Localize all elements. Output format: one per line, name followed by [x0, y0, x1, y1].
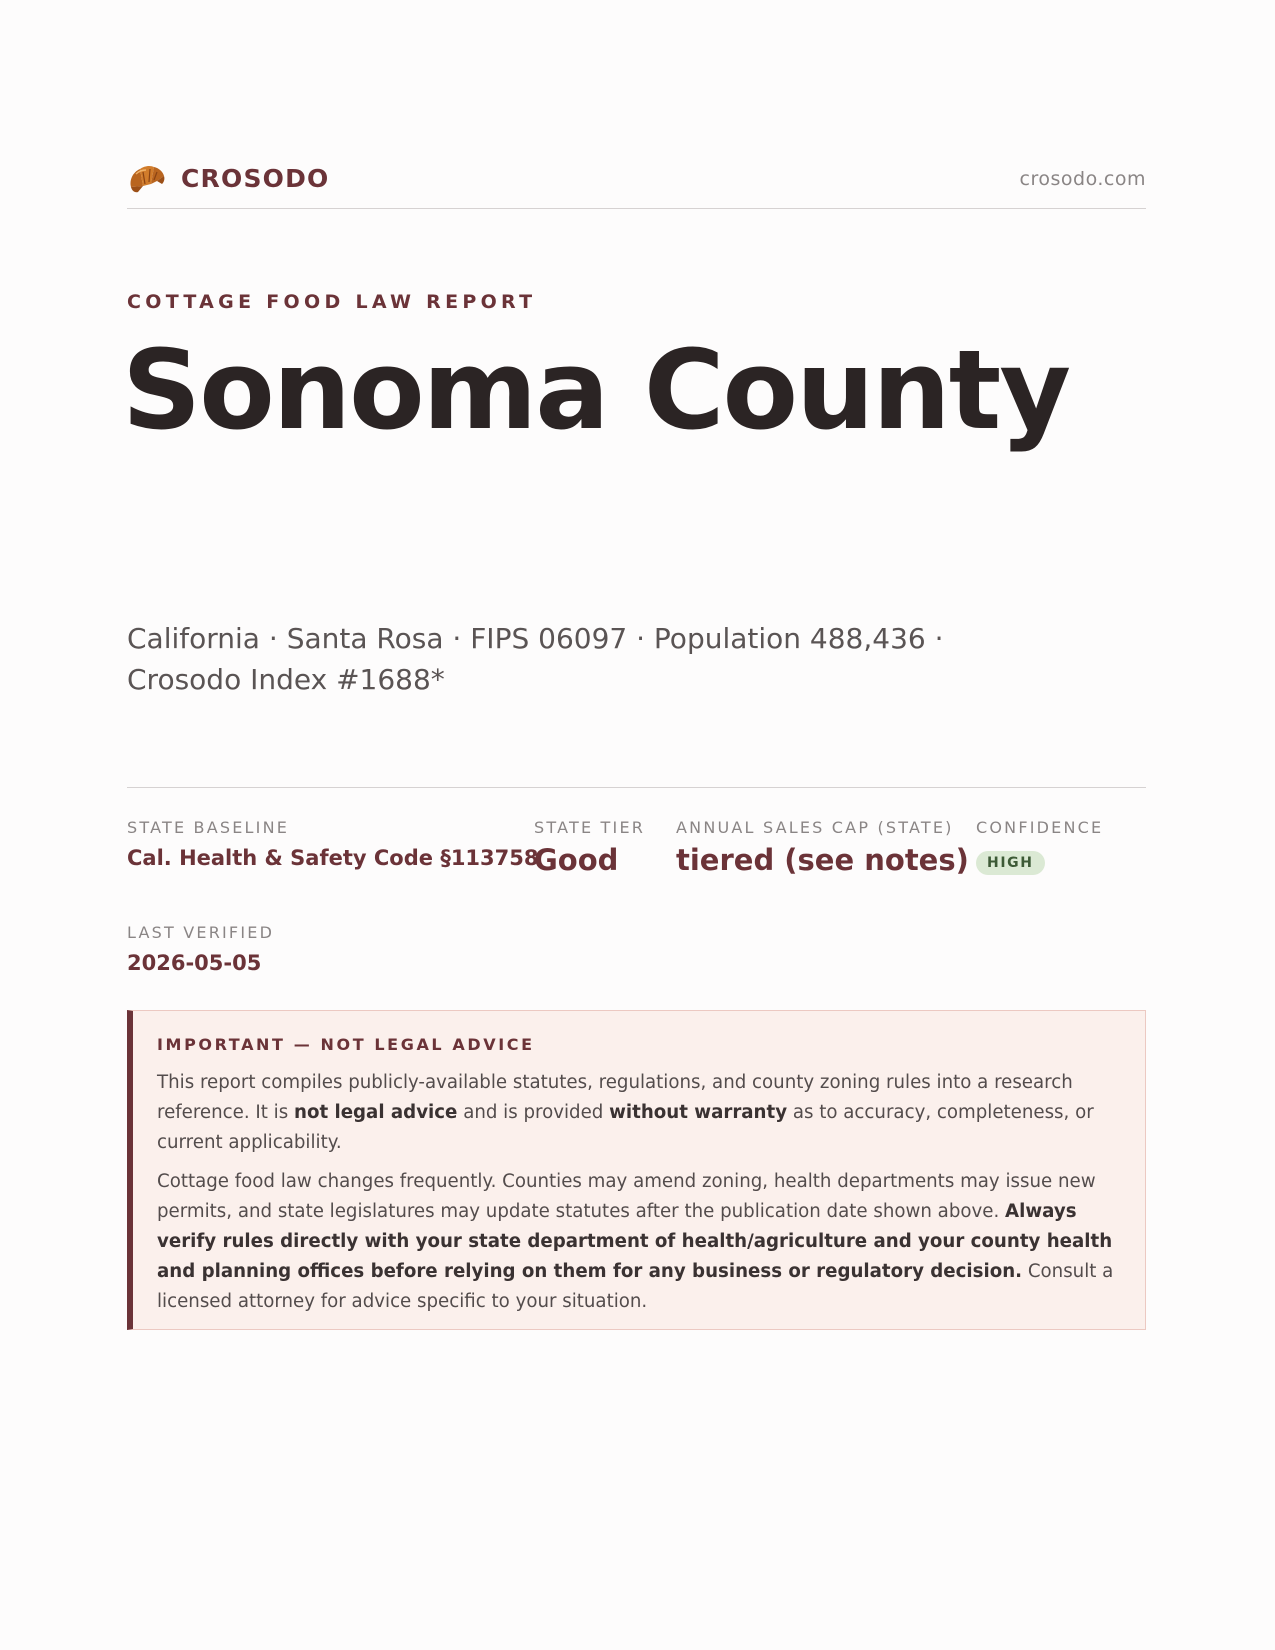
- stat-state-tier: [534, 818, 645, 877]
- notice-text: as to accuracy, completeness, or current applicability.: [157, 1101, 1094, 1153]
- meta-state: California: [127, 622, 260, 655]
- stat-label: CONFIDENCE: [976, 818, 1104, 837]
- county-meta: [127, 618, 1027, 700]
- stat-annual-sales-cap: [676, 818, 969, 877]
- stat-confidence: [976, 818, 1103, 875]
- meta-separator: ·: [452, 622, 462, 655]
- meta-separator: ·: [934, 622, 944, 655]
- site-url-link[interactable]: crosodo.com: [1019, 168, 1146, 190]
- stat-label: ANNUAL SALES CAP (STATE): [676, 818, 954, 837]
- report-eyebrow: COTTAGE FOOD LAW REPORT: [127, 291, 537, 313]
- brand[interactable]: [127, 160, 330, 196]
- divider: [127, 787, 1146, 788]
- notice-emphasis: without warranty: [609, 1101, 788, 1123]
- meta-index: Crosodo Index #1688*: [127, 663, 445, 696]
- stat-value: Good: [534, 843, 619, 877]
- notice-paragraph: [157, 1068, 1119, 1157]
- notice-text: Consult a licensed attorney for advice specific to your situation.: [157, 1260, 1114, 1312]
- stat-value: tiered (see notes): [676, 843, 969, 877]
- legal-notice: [127, 1010, 1146, 1330]
- notice-text: Cottage food law changes frequently. Counties may amend zoning, health departments may issue new permits, and state legislatures may update statutes after the publication date shown above.: [157, 1171, 1096, 1223]
- stat-label: STATE TIER: [534, 818, 646, 837]
- notice-emphasis: Always verify rules directly with your state department of health/agriculture and your county health and planning offices before relying on them for any business or regulatory decision.: [157, 1201, 1113, 1282]
- notice-paragraph: [157, 1167, 1119, 1316]
- header-bar: [127, 158, 1146, 209]
- meta-fips: FIPS 06097: [470, 622, 628, 655]
- page-title: Sonoma County: [122, 326, 1070, 454]
- stat-value: Cal. Health & Safety Code §113758: [127, 846, 539, 870]
- croissant-icon: [127, 160, 167, 196]
- stat-last-verified: [127, 923, 274, 975]
- notice-text: This report compiles publicly-available statutes, regulations, and county zoning rules into a research reference. It is: [157, 1072, 1073, 1123]
- confidence-badge: HIGH: [976, 851, 1045, 875]
- stat-value: 2026-05-05: [127, 951, 262, 975]
- stat-label: LAST VERIFIED: [127, 923, 275, 942]
- meta-seat: Santa Rosa: [286, 622, 444, 655]
- meta-population: Population 488,436: [653, 622, 926, 655]
- meta-separator: ·: [268, 622, 278, 655]
- meta-separator: ·: [636, 622, 646, 655]
- notice-title: IMPORTANT — NOT LEGAL ADVICE: [157, 1035, 535, 1054]
- stat-state-baseline: [127, 818, 539, 870]
- notice-emphasis: not legal advice: [294, 1101, 458, 1123]
- notice-text: and is provided: [457, 1101, 610, 1123]
- stat-label: STATE BASELINE: [127, 818, 290, 837]
- brand-name: CROSODO: [181, 163, 330, 193]
